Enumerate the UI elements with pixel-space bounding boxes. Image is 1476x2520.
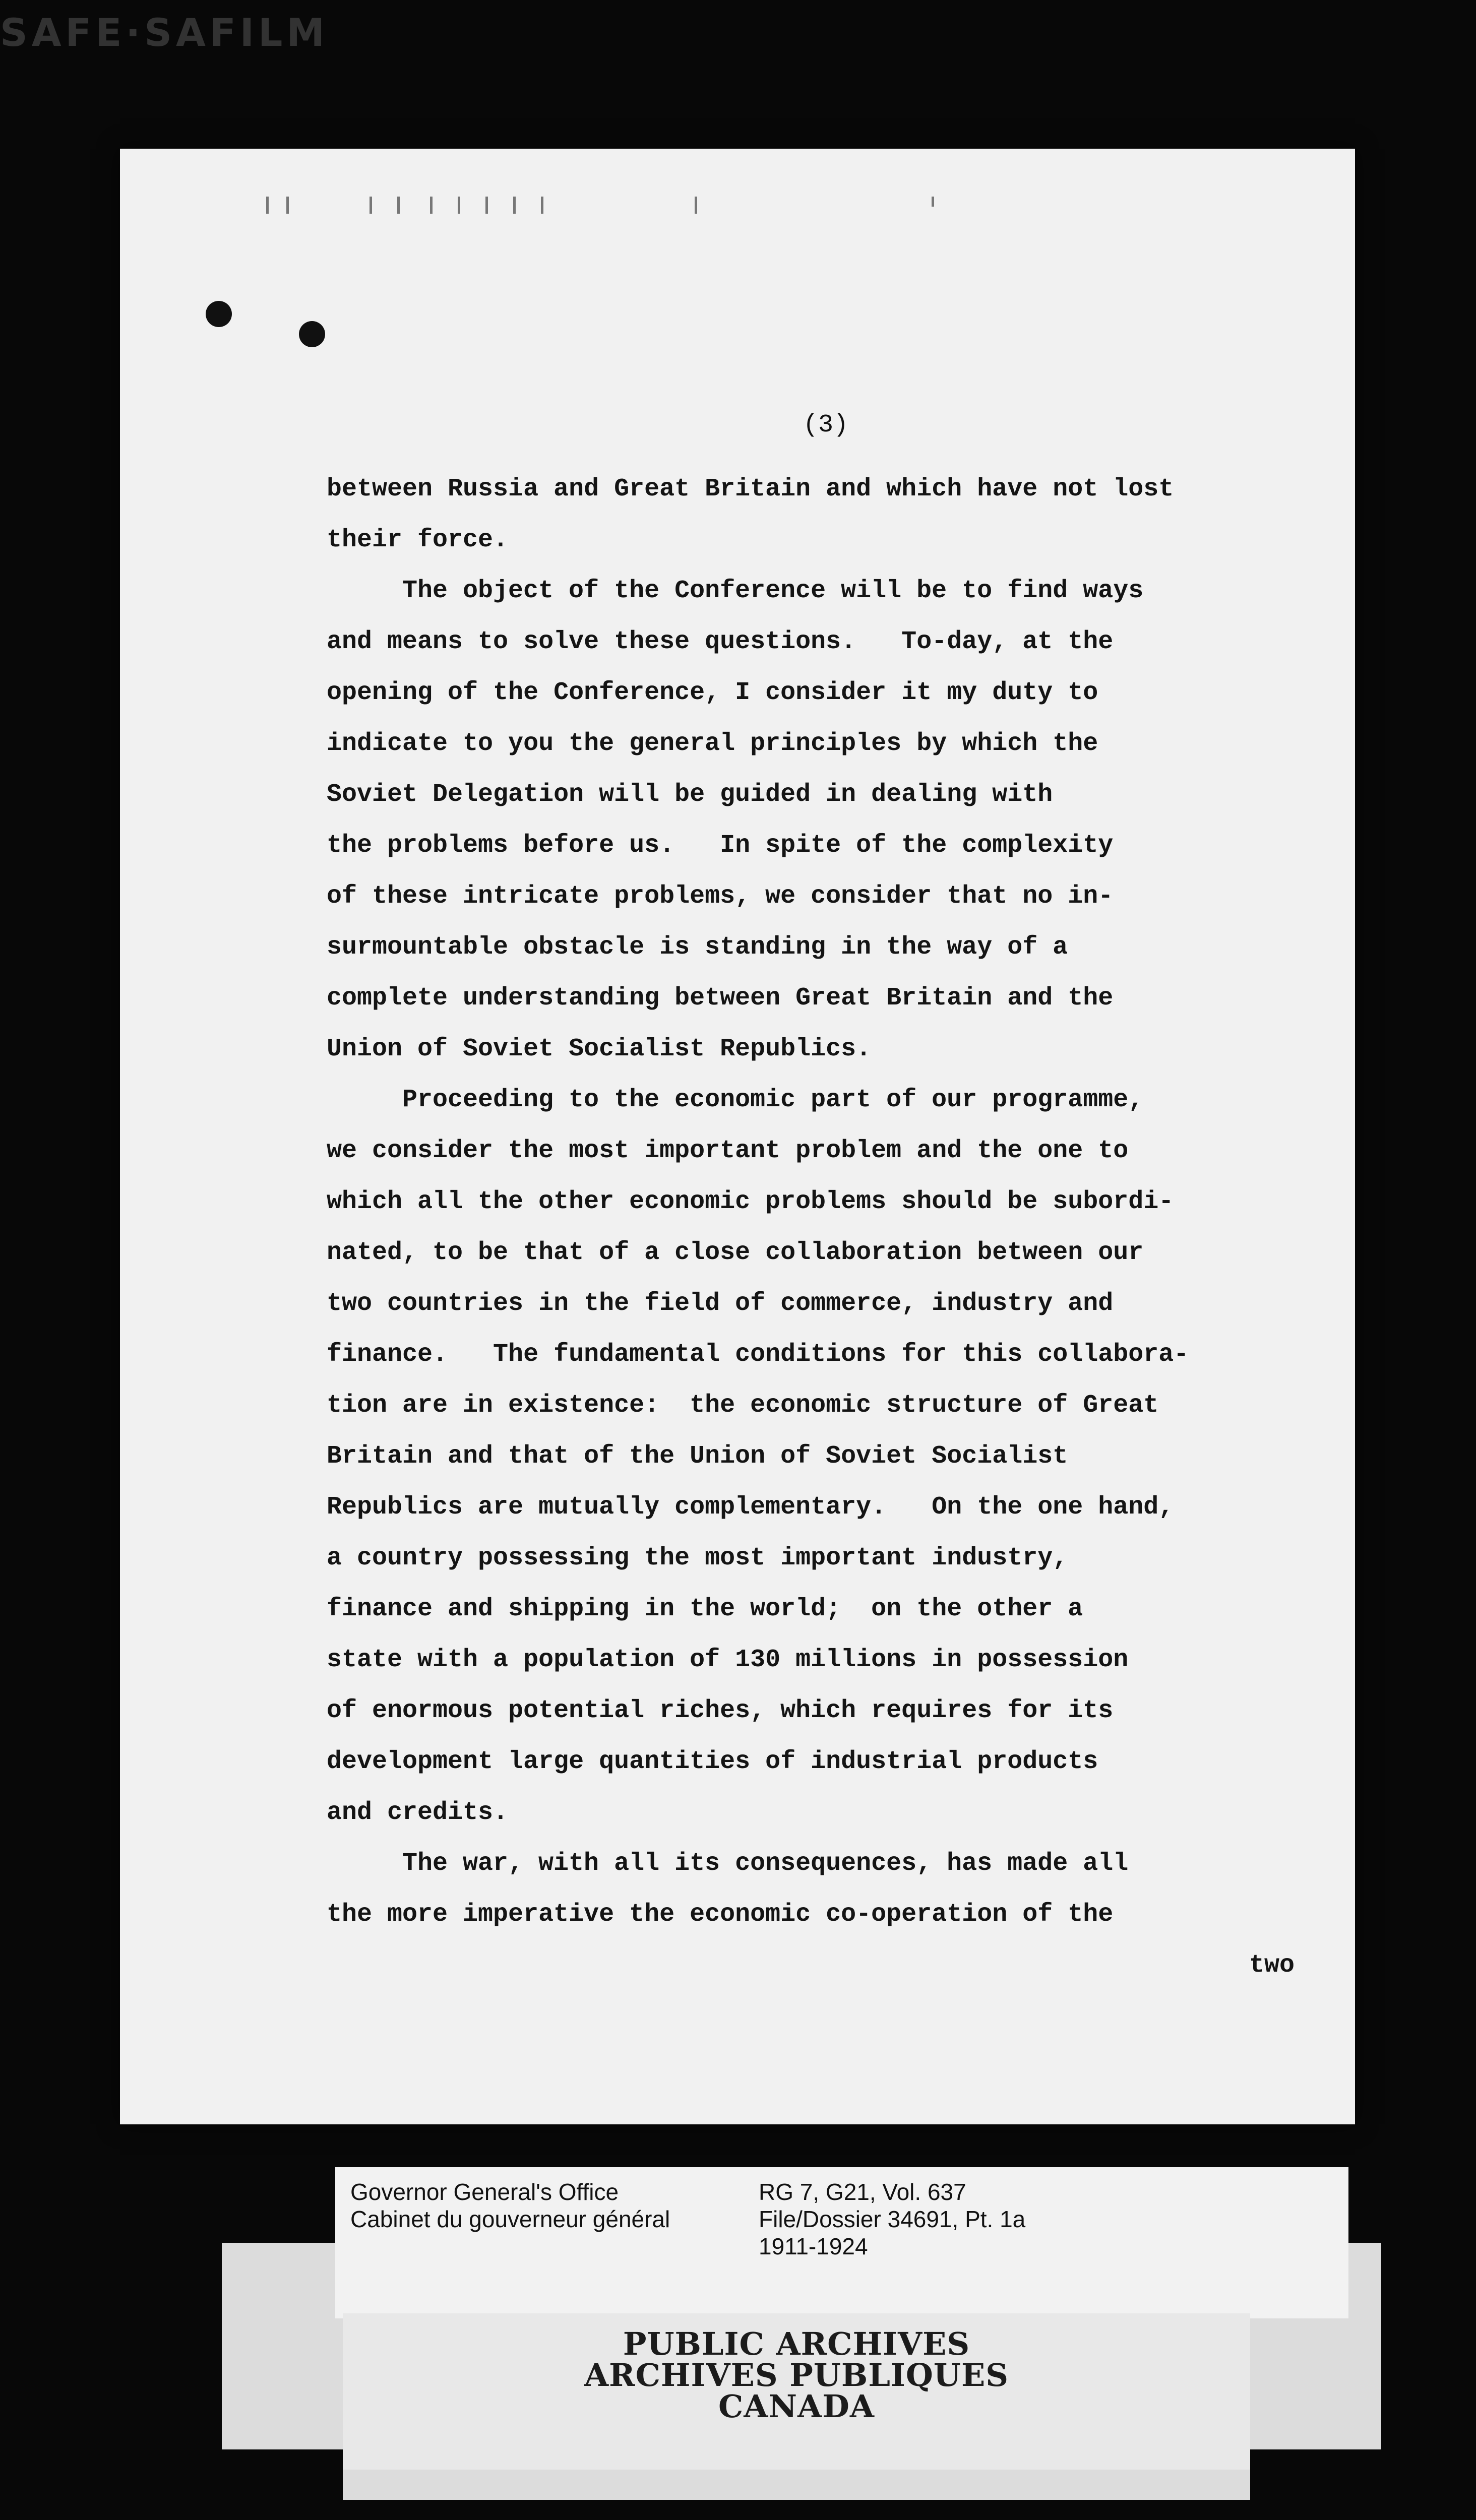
- date-range: 1911-1924: [759, 2233, 868, 2259]
- text-line: and credits.: [327, 1798, 509, 1827]
- text-line: of enormous potential riches, which requires for its: [327, 1696, 1114, 1725]
- stamp-line-en: PUBLIC ARCHIVES: [623, 2325, 970, 2362]
- text-line: the problems before us. In spite of the complexity: [327, 831, 1114, 860]
- text-line: state with a population of 130 millions in possession: [327, 1646, 1129, 1674]
- text-line: complete understanding between Great Britain and the: [327, 984, 1114, 1013]
- text-line: The object of the Conference will be to find ways: [402, 577, 1144, 605]
- office-name-en: Governor General's Office: [350, 2179, 619, 2205]
- office-name: [350, 2178, 670, 2233]
- text-line: Britain and that of the Union of Soviet Socialist: [327, 1442, 1068, 1471]
- text-line: Proceeding to the economic part of our programme,: [402, 1086, 1144, 1114]
- text-line: we consider the most important problem and the one to: [327, 1137, 1129, 1165]
- document-page: [120, 149, 1355, 2124]
- record-group: RG 7, G21, Vol. 637: [759, 2179, 966, 2205]
- text-line: finance. The fundamental conditions for this collabora-: [327, 1340, 1189, 1369]
- punch-hole: [299, 321, 325, 347]
- text-line: indicate to you the general principles by which the: [327, 729, 1098, 758]
- film-edge-marking: SAFE·SAFILM: [0, 10, 329, 55]
- stamp-line-fr: ARCHIVES PUBLIQUES: [584, 2357, 1009, 2393]
- office-name-fr: Cabinet du gouverneur général: [350, 2206, 670, 2232]
- punch-hole: [206, 301, 232, 327]
- page-number: (3): [803, 411, 848, 439]
- text-line: surmountable obstacle is standing in the way of a: [327, 933, 1068, 962]
- text-line: Republics are mutually complementary. On the one hand,: [327, 1493, 1174, 1522]
- text-line: Union of Soviet Socialist Republics.: [327, 1035, 872, 1063]
- archive-reference-label: [335, 2167, 1348, 2318]
- text-line: of these intricate problems, we consider that no in-: [327, 882, 1114, 911]
- text-line: the more imperative the economic co-operation of the: [327, 1900, 1114, 1929]
- text-line: finance and shipping in the world; on the other a: [327, 1595, 1083, 1623]
- text-line: between Russia and Great Britain and which have not lost: [327, 475, 1174, 503]
- text-line: two countries in the field of commerce, industry and: [327, 1289, 1114, 1318]
- text-line: The war, with all its consequences, has made all: [402, 1849, 1129, 1878]
- archives-stamp: [343, 2313, 1250, 2470]
- text-line: development large quantities of industrial products: [327, 1747, 1098, 1776]
- text-line: opening of the Conference, I consider it my duty to: [327, 678, 1098, 707]
- stamp-line-country: CANADA: [718, 2388, 875, 2425]
- text-line: a country possessing the most important industry,: [327, 1544, 1068, 1572]
- text-line: which all the other economic problems should be subordi-: [327, 1187, 1174, 1216]
- file-dossier: File/Dossier 34691, Pt. 1a: [759, 2206, 1026, 2232]
- file-reference: [759, 2178, 1025, 2260]
- margin-tick-marks: [266, 197, 1073, 222]
- text-line: and means to solve these questions. To-day, at the: [327, 627, 1114, 656]
- text-line: two: [1249, 1951, 1295, 1980]
- text-line: nated, to be that of a close collaboration between our: [327, 1238, 1144, 1267]
- letter-body: [327, 464, 1310, 1991]
- text-line: tion are in existence: the economic structure of Great: [327, 1391, 1159, 1420]
- text-line: Soviet Delegation will be guided in dealing with: [327, 780, 1053, 809]
- stamp-backing: [343, 2470, 1250, 2500]
- text-line: their force.: [327, 526, 509, 554]
